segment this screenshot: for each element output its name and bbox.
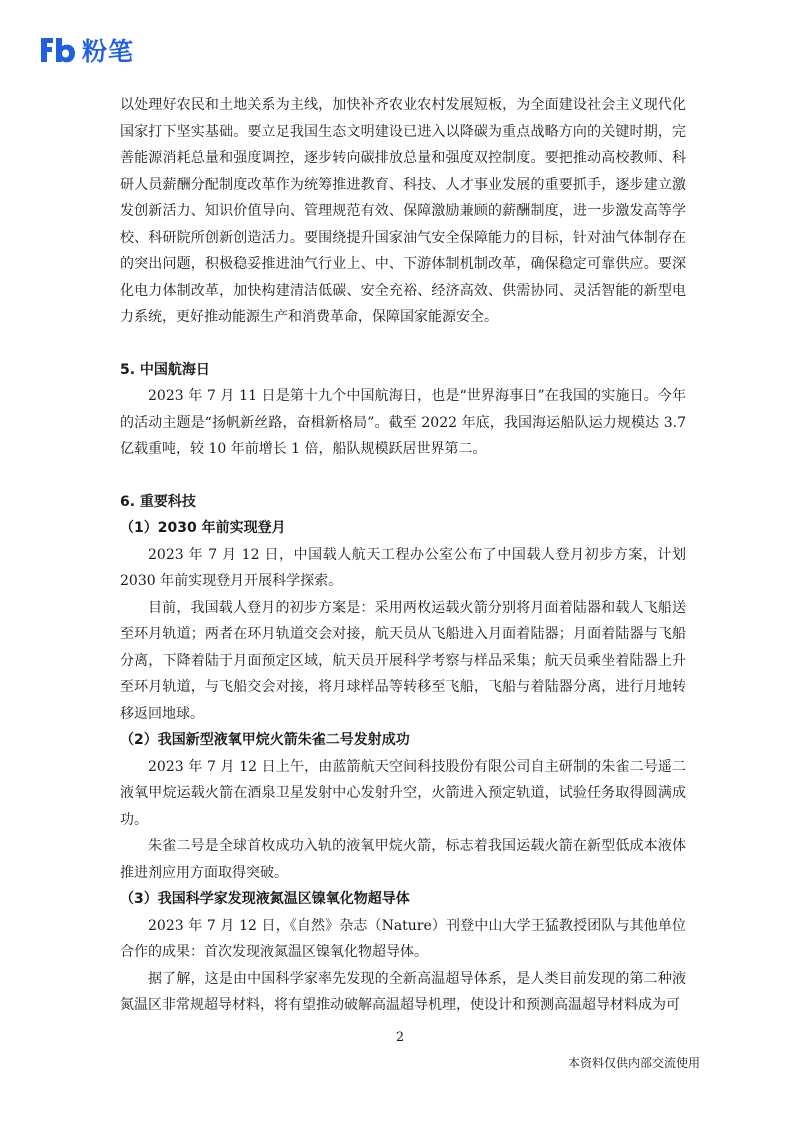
brand-logo — [38, 34, 134, 66]
footer-note: 本资料仅供内部交流使用 — [567, 1056, 700, 1070]
page-number: 2 — [395, 1030, 405, 1045]
subsection-heading-3: （3）我国科学家发现液氮温区镍氧化物超导体 — [120, 891, 410, 907]
logo-text: 粉笔 — [82, 37, 135, 66]
paragraph: 2023 年 7 月 12 日，《自然》杂志（Nature）刊登中山大学王猛教授团队与其他单位合作的成果：首次发现液氮温区镍氧化物超导体。 — [120, 917, 686, 960]
section-heading-5: 5. 中国航海日 — [120, 361, 210, 378]
paragraph: 2023 年 7 月 12 日，中国载人航天工程办公室公布了中国载人登月初步方案，计划 2030 年前实现登月开展科学探索。 — [120, 546, 686, 589]
paragraph: 2023 年 7 月 11 日是第十九个中国航海日，也是“世界海事日”在我国的实施日。今年的活动主题是“扬帆新丝路，奋楫新格局”。截至 2022 年底，我国海运船队运力规模达 3.7 亿载重吨，较 10 年前增长 1 倍，船队规模跃居世界第二。 — [120, 388, 686, 457]
subsection-heading-1: （1）2030 年前实现登月 — [120, 520, 286, 536]
document-body — [120, 92, 686, 1019]
subsection-heading-2: （2）我国新型液氧甲烷火箭朱雀二号发射成功 — [120, 732, 410, 748]
paragraph: 目前，我国载人登月的初步方案是：采用两枚运载火箭分别将月面着陆器和载人飞船送至环月轨道；两者在环月轨道交会对接，航天员从飞船进入月面着陆器；月面着陆器与飞船分离，下降着陆于月面预定区域，航天员开展科学考察与样品采集；航天员乘坐着陆器上升至环月轨道，与飞船交会对接，将月球样品等转移至飞船，飞船与着陆器分离，进行月地转移返回地球。 — [120, 599, 686, 722]
paragraph: 朱雀二号是全球首枚成功入轨的液氧甲烷火箭，标志着我国运载火箭在新型低成本液体推进剂应用方面取得突破。 — [120, 838, 686, 881]
fb-logo-icon — [38, 35, 78, 65]
paragraph: 据了解，这是由中国科学家率先发现的全新高温超导体系，是人类目前发现的第二种液氮温区非常规超导材料，将有望推动破解高温超导机理，使设计和预测高温超导材料成为可 — [120, 970, 686, 1013]
paragraph: 2023 年 7 月 12 日上午，由蓝箭航天空间科技股份有限公司自主研制的朱雀二号遥二液氧甲烷运载火箭在酒泉卫星发射中心发射升空，火箭进入预定轨道，试验任务取得圆满成功。 — [120, 758, 686, 828]
section-heading-6: 6. 重要科技 — [120, 493, 196, 510]
paragraph: 以处理好农民和土地关系为主线，加快补齐农业农村发展短板，为全面建设社会主义现代化国家打下坚实基础。要立足我国生态文明建设已进入以降碳为重点战略方向的关键时期，完善能源消耗总量和强度调控，逐步转向碳排放总量和强度双控制度。要把推动高校教师、科研人员薪酬分配制度改革作为统筹推进教育、科技、人才事业发展的重要抓手，逐步建立激发创新活力、知识价值导向、管理规范有效、保障激励兼顾的薪酬制度，进一步激发高等学校、科研院所创新创造活力。要围绕提升国家油气安全保障能力的目标，针对油气体制存在的突出问题，积极稳妥推进油气行业上、中、下游体制机制改革，确保稳定可靠供应。要深化电力体制改革，加快构建清洁低碳、安全充裕、经济高效、供需协同、灵活智能的新型电力系统，更好推动能源生产和消费革命，保障国家能源安全。 — [120, 97, 686, 325]
